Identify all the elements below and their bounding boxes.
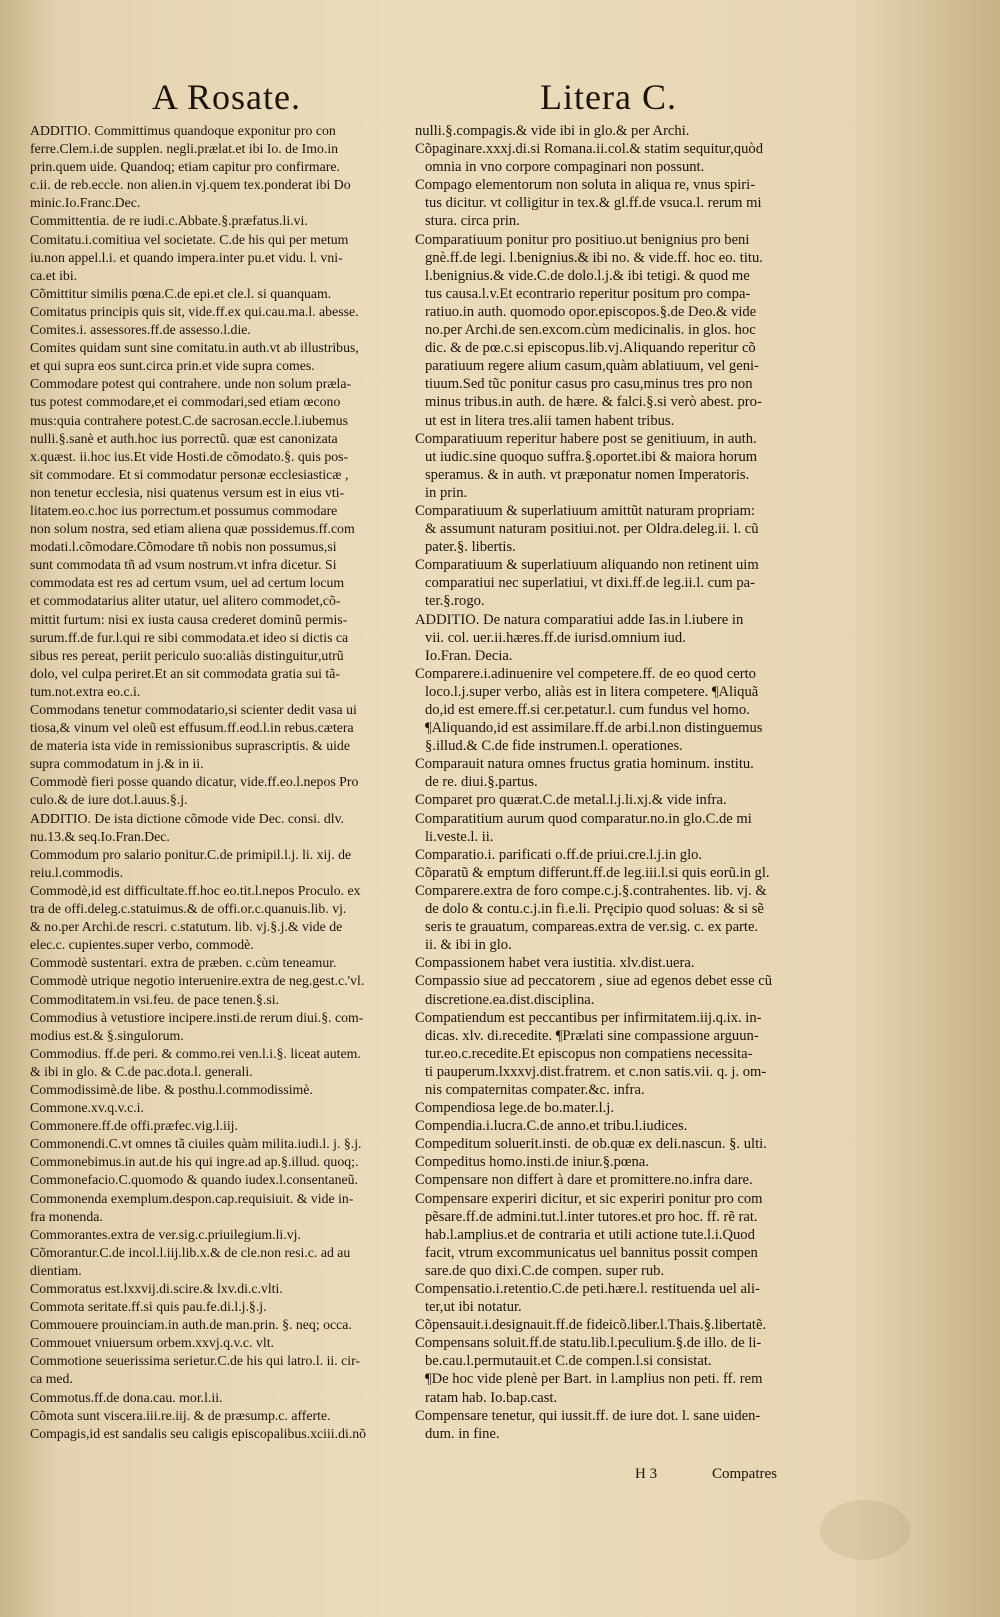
text-line: & ibi in glo. & C.de pac.dota.l. generali. xyxy=(30,1063,253,1079)
text-line: et commodatarius aliter utatur, uel alitero commodet,cõ- xyxy=(30,593,341,609)
text-line: Commonenda exemplum.despon.cap.requisiuit. & vide in- xyxy=(30,1190,354,1206)
text-line: tus dicitur. vt colligitur in tex.& gl.ff.de vsuca.l. rerum mi xyxy=(425,195,762,212)
text-line: modius est.& §.singulorum. xyxy=(30,1027,184,1043)
text-line: non tenetur ecclesia, nisi quatenus versum est in eius vti- xyxy=(30,484,345,500)
text-line: pater.§. libertis. xyxy=(425,539,516,556)
right-column xyxy=(415,122,833,1443)
text-line: nulli.§.sanè et auth.hoc ius porrectũ. quæ est canonizata xyxy=(30,430,338,446)
text-line: Comparere.i.adinuenire vel competere.ff. de eo quod certo xyxy=(415,665,756,682)
text-line: discretione.ea.dist.disciplina. xyxy=(425,991,595,1008)
text-line: Commonendi.C.vt omnes tã ciuiles quàm milita.iudi.l. j. §.j. xyxy=(30,1136,362,1152)
text-line: sibus res pereat, periit periculo suo:aliàs distinguitur,utrũ xyxy=(30,647,344,663)
text-line: dicas. xlv. di.recedite. ¶Prælati sine compassione arguun- xyxy=(425,1027,759,1044)
text-line: Compensare experiri dicitur, et sic experiri ponitur pro com xyxy=(415,1190,763,1207)
text-line: Commorantes.extra de ver.sig.c.priuilegium.li.vj. xyxy=(30,1226,301,1242)
text-line: Compassio siue ad peccatorem , siue ad egenos debet esse cũ xyxy=(415,973,773,990)
text-line: Commonefacio.C.quomodo & quando iudex.l.consentaneũ. xyxy=(30,1172,358,1188)
text-line: Compagis,id est sandalis seu caligis episcopalibus.xciii.di.nõ xyxy=(30,1425,367,1441)
text-line: iu.non appel.l.i. et quando impera.inter pu.et vidu. l. vni- xyxy=(30,249,343,265)
text-line: Commodissimè.de libe. & posthu.l.commodissimè. xyxy=(30,1081,313,1097)
text-line: Commoratus est.lxxvij.di.scire.& lxv.di.c.vlti. xyxy=(30,1281,283,1296)
text-line: x.quæst. ii.hoc ius.Et vide Hosti.de cõmodato.§. quis pos- xyxy=(30,448,349,464)
text-line: Compeditum soluerit.insti. de ob.quæ ex deli.nascun. §. ulti. xyxy=(415,1136,767,1153)
text-line: Compendia.i.lucra.C.de anno.et tribu.l.iudices. xyxy=(415,1118,688,1135)
text-line: minic.Io.Franc.Dec. xyxy=(30,195,141,211)
text-line: Cõmota sunt viscera.iii.re.iij. & de præsump.c. afferte. xyxy=(30,1407,331,1423)
text-line: ii. & ibi in glo. xyxy=(425,937,512,954)
text-line: ter.§.rogo. xyxy=(425,593,485,610)
text-line: prin.quem uide. Quandoq; etiam capitur pro confirmare. xyxy=(30,159,340,175)
text-line: comparatiui nec superlatiui, vt dixi.ff.de leg.ii.l. cum pa- xyxy=(425,575,756,592)
text-line: ter,ut ibi notatur. xyxy=(425,1299,522,1316)
text-line: Commodius. ff.de peri. & commo.rei ven.l.i.§. liceat autem. xyxy=(30,1045,361,1061)
text-line: ferre.Clem.i.de supplen. negli.prælat.et ibi Io. de Imo.in xyxy=(30,141,339,157)
text-line: Comparauit natura omnes fructus gratia hominum. institu. xyxy=(415,756,754,773)
text-line: Commone.xv.q.v.c.i. xyxy=(30,1100,144,1116)
text-line: ratiuo.in auth. quomodo opor.episcopos.§.de Deo.& vide xyxy=(425,303,757,320)
text-line: tiuum.Sed tũc ponitur casus pro casu,minus tres pro non xyxy=(425,376,753,393)
text-line: speramus. & in auth. vt præponatur nomen Imperatoris. xyxy=(425,466,750,483)
text-line: Comparatiuum reperitur habere post se genitiuum, in auth. xyxy=(415,430,757,447)
text-line: dic. & de pœ.c.si episcopus.lib.vj.Aliquando reperitur cõ xyxy=(425,340,756,357)
text-line: Compensare non differt à dare et promittere.no.infra dare. xyxy=(415,1172,753,1189)
catchword: Compatres xyxy=(712,1466,777,1482)
text-line: tiosa,& vinum vel oleũ est effusum.ff.eod.l.in rebus.cætera xyxy=(30,720,354,736)
text-line: ¶Aliquando,id est assimilare.ff.de arbi.l.non distinguemus xyxy=(425,720,763,737)
text-line: Commonere.ff.de offi.præfec.vig.l.iij. xyxy=(30,1118,238,1134)
text-line: sunt commodata tñ ad vsum nostrum.vt infra dicetur. Si xyxy=(30,557,337,573)
text-line: Compeditus homo.insti.de iniur.§.pœna. xyxy=(415,1154,649,1171)
text-line: gnè.ff.de legi. l.benignius.& ibi no. & vide.ff. hoc eo. titu. xyxy=(425,249,763,266)
text-line: ti pauperum.lxxxvj.dist.fratrem. et c.non satis.vii. q. j. om- xyxy=(425,1063,767,1080)
text-line: Compensare tenetur, qui iussit.ff. de iure dot. l. sane uiden- xyxy=(415,1407,761,1424)
text-line: de dolo & contu.c.j.in fi.e.li. Pręcipio quod soluas: & si sẽ xyxy=(425,901,764,918)
text-line: dolo, vel culpa periret.Et an sit commodata gratia sui tã- xyxy=(30,665,340,681)
text-line: de re. diui.§.partus. xyxy=(425,774,538,791)
text-line: Commodè utrique negotio interuenire.extra de neg.gest.c.'vl. xyxy=(30,973,365,989)
text-line: Commouere prouinciam.in auth.de man.prin. §. neq; occa. xyxy=(30,1317,352,1333)
text-line: Commodè fieri posse quando dicatur, vide.ff.eo.l.nepos Pro xyxy=(30,774,359,790)
text-line: pẽsare.ff.de admini.tut.l.inter tutores.et pro hoc. ff. rẽ rat. xyxy=(425,1208,758,1225)
text-line: ut iudic.sine quoquo suffra.§.oportet.ibi & maiora horum xyxy=(425,448,758,465)
text-line: paratiuum regere alium casum,quàm ablatiuum, vel geni- xyxy=(425,358,759,375)
text-line: mittit furtum: nisi ex iusta causa crederet dominũ permis- xyxy=(30,611,348,627)
text-line: Compendiosa lege.de bo.mater.l.j. xyxy=(415,1100,614,1117)
text-line: l.benignius.& vide.C.de dolo.l.j.& ibi tetigi. & quod me xyxy=(425,267,750,284)
text-line: Cõpaginare.xxxj.di.si Romana.ii.col.& statim sequitur,quòd xyxy=(415,141,763,158)
text-line: Commouet vniuersum orbem.xxvj.q.v.c. vlt. xyxy=(30,1335,274,1351)
text-line: Comparatiuum & superlatiuum aliquando non retinent uim xyxy=(415,557,759,574)
text-line: Comites quidam sunt sine comitatu.in auth.vt ab illustribus, xyxy=(30,340,359,356)
text-line: Commota seritate.ff.si quis pau.fe.di.l.j.§.j. xyxy=(30,1299,267,1315)
text-line: modati.l.cõmodare.Cõmodare tñ nobis non possumus,si xyxy=(30,539,337,555)
text-line: ca.et ibi. xyxy=(30,267,78,283)
text-line: Commodè sustentari. extra de præben. c.cùm teneamur. xyxy=(30,955,337,971)
text-line: Io.Fran. Decia. xyxy=(425,647,513,664)
text-line: Commodè,id est difficultate.ff.hoc eo.tit.l.nepos Proculo. ex xyxy=(30,882,361,898)
text-line: dum. in fine. xyxy=(425,1425,500,1442)
text-line: tra de offi.deleg.c.statuimus.& de offi.or.c.quanuis.lib. vj. xyxy=(30,901,347,917)
text-line: Comparatitium aurum quod comparatur.no.in glo.C.de mi xyxy=(415,810,752,827)
text-line: be.cau.l.permutauit.et C.de compen.l.si consistat. xyxy=(425,1353,712,1370)
text-line: Commodans tenetur commodatario,si scienter dedit vasa ui xyxy=(30,702,357,717)
text-line: culo.& de iure dot.l.auus.§.j. xyxy=(30,792,188,808)
text-line: ADDITIO. De ista dictione cõmode vide Dec. consi. dlv. xyxy=(30,810,345,826)
text-line: Comitatus principis quis sit, vide.ff.ex qui.cau.ma.l. abesse. xyxy=(30,303,359,319)
text-line: nis compaternitas compater.&c. infra. xyxy=(425,1081,645,1098)
text-line: tur.eo.c.recedite.Et episcopus non compatiens necessita- xyxy=(425,1045,753,1062)
text-line: & no.per Archi.de rescri. c.statutum. lib. vj.§.j.& vide de xyxy=(30,919,343,935)
text-line: no.per Archi.de sen.excom.cùm medicinalis. in glos. hoc xyxy=(425,322,756,339)
text-line: Compensatio.i.retentio.C.de peti.hære.l. restituenda uel ali- xyxy=(415,1281,760,1297)
text-line: tus causa.l.v.Et econtrario reperitur positum pro compa- xyxy=(425,285,751,302)
text-line: loco.l.j.super verbo, aliàs est in litera competere. ¶Aliquã xyxy=(425,683,759,700)
text-line: vii. col. uer.ii.hæres.ff.de iurisd.omnium iud. xyxy=(425,629,686,646)
text-line: seris te grauatum, compareas.extra de ver.sig. c. ex parte. xyxy=(425,919,759,936)
text-line: Compassionem habet vera iustitia. xlv.dist.uera. xyxy=(415,955,695,972)
text-line: Compatiendum est peccantibus per infirmitatem.iij.q.ix. in- xyxy=(415,1009,762,1026)
text-line: Comitatu.i.comitiua vel societate. C.de his qui per metum xyxy=(30,231,349,247)
text-line: Comparatiuum & superlatiuum amittũt naturam propriam: xyxy=(415,502,756,519)
text-line: sit commodare. Et si commodatur personæ ecclesiasticæ , xyxy=(30,466,349,482)
text-line: ¶De hoc vide plenè per Bart. in l.amplius non peti. ff. rem xyxy=(425,1371,763,1388)
running-head-right: Litera C. xyxy=(540,77,677,117)
text-line: tus potest commodare,et ei commodari,sed etiam œcono xyxy=(30,394,341,410)
text-line: c.ii. de reb.eccle. non alien.in vj.quem tex.ponderat ibi Do xyxy=(30,177,351,193)
paper-stain xyxy=(820,1500,910,1560)
text-line: Comparatio.i. parificati o.ff.de priui.cre.l.j.in glo. xyxy=(415,846,703,863)
text-line: minus tribus.in auth. de hære. & falci.§.si verò abest. pro- xyxy=(425,394,762,411)
text-line: litatem.eo.c.hoc ius porrectum.et possumus commodare xyxy=(30,502,338,518)
left-column xyxy=(30,122,408,1443)
text-line: Commodius à vetustiore incipere.insti.de rerum diui.§. com- xyxy=(30,1009,364,1025)
text-line: Committentia. de re iudi.c.Abbate.§.præfatus.li.vi. xyxy=(30,213,308,229)
text-line: dientiam. xyxy=(30,1262,82,1278)
text-line: tum.not.extra eo.c.i. xyxy=(30,683,141,699)
text-line: ut est in litera tres.alii tamen habent tribus. xyxy=(425,412,675,429)
text-line: ratam hab. Io.bap.cast. xyxy=(425,1389,558,1406)
text-line: Commotus.ff.de dona.cau. mor.l.ii. xyxy=(30,1389,223,1405)
text-line: ca med. xyxy=(30,1371,73,1387)
text-line: ADDITIO. De natura comparatiui adde Ias.in l.iubere in xyxy=(415,611,744,628)
text-line: fra monenda. xyxy=(30,1208,103,1224)
running-head-left: A Rosate. xyxy=(152,77,301,117)
text-line: nulli.§.compagis.& vide ibi in glo.& per Archi. xyxy=(415,123,690,139)
text-line: Cõpensauit.i.designauit.ff.de fideicõ.liber.l.Thais.§.libertatẽ. xyxy=(415,1317,767,1334)
text-line: Comparet pro quærat.C.de metal.l.j.li.xj.& vide infra. xyxy=(415,792,727,809)
text-line: Commoditatem.in vsi.feu. de pace tenen.§.si. xyxy=(30,991,280,1007)
text-line: mus:quia contrahere potest.C.de sacrosan.eccle.l.iubemus xyxy=(30,412,348,428)
text-line: facit, vtrum excommunicatus uel bannitus possit compen xyxy=(425,1244,758,1261)
signature-mark: H 3 xyxy=(635,1466,658,1482)
text-line: li.veste.l. ii. xyxy=(425,828,494,845)
text-line: Commotione seuerissima serietur.C.de his qui latro.l. ii. cir- xyxy=(30,1353,361,1369)
text-line: Cõparatũ & emptum differunt.ff.de leg.iii.l.si quis eorũ.in gl. xyxy=(415,864,770,881)
text-line: & assumunt naturam positiui.not. per Oldra.deleg.ii. l. cũ xyxy=(425,521,759,538)
text-line: Commonebimus.in aut.de his qui ingre.ad ap.§.illud. quoq;. xyxy=(30,1154,359,1170)
text-line: Comparere.extra de foro compe.c.j.§.contrahentes. lib. vj. & xyxy=(415,882,767,899)
text-line: non solum nostra, sed etiam aliena quæ possidemus.ff.com xyxy=(30,521,355,537)
text-line: reiu.l.commodis. xyxy=(30,864,124,880)
text-line: Compensans soluit.ff.de statu.lib.l.peculium.§.de illo. de li- xyxy=(415,1335,762,1352)
text-line: elec.c. cupientes.super verbo, commodè. xyxy=(30,937,254,953)
text-line: stura. circa prin. xyxy=(425,213,520,230)
text-line: Comites.i. assessores.ff.de assesso.l.die. xyxy=(30,322,251,338)
text-line: Compago elementorum non soluta in aliqua re, vnus spiri- xyxy=(415,177,756,194)
text-line: ADDITIO. Committimus quandoque exponitur pro con xyxy=(30,123,336,138)
text-line: Commodare potest qui contrahere. unde non solum præla- xyxy=(30,376,352,392)
text-line: et qui supra eos sunt.circa prin.et vide supra comes. xyxy=(30,358,315,374)
text-line: in prin. xyxy=(425,484,468,501)
text-line: surum.ff.de fur.l.qui re sibi commodata.et ideo si dictis ca xyxy=(30,629,349,645)
text-line: commodata est res ad certum vsum, uel ad certum locum xyxy=(30,575,345,591)
text-line: Comparatiuum ponitur pro positiuo.ut benignius pro beni xyxy=(415,231,750,248)
text-line: §.illud.& C.de fide instrumen.l. operationes. xyxy=(425,738,683,755)
text-line: Cõmittitur similis pœna.C.de epi.et cle.l. si quanquam. xyxy=(30,285,332,301)
text-line: de materia ista vide in remissionibus suprascriptis. & uide xyxy=(30,738,350,754)
text-line: Commodum pro salario ponitur.C.de primipil.l.j. li. xij. de xyxy=(30,846,352,862)
text-line: Cõmorantur.C.de incol.l.iij.lib.x.& de cle.non resi.c. ad au xyxy=(30,1244,351,1260)
text-line: sare.de quo dixi.C.de compen. super rub. xyxy=(425,1262,665,1279)
text-line: do,id est emere.ff.si cer.petatur.l. cum fundus vel homo. xyxy=(425,702,750,718)
text-line: supra commodatum in j.& in ii. xyxy=(30,756,204,772)
text-line: hab.l.amplius.et de contraria et utili actione tute.l.i.Quod xyxy=(425,1226,755,1243)
text-line: nu.13.& seq.Io.Fran.Dec. xyxy=(30,828,170,844)
text-line: omnia in vno corpore compaginari non possunt. xyxy=(425,159,705,176)
